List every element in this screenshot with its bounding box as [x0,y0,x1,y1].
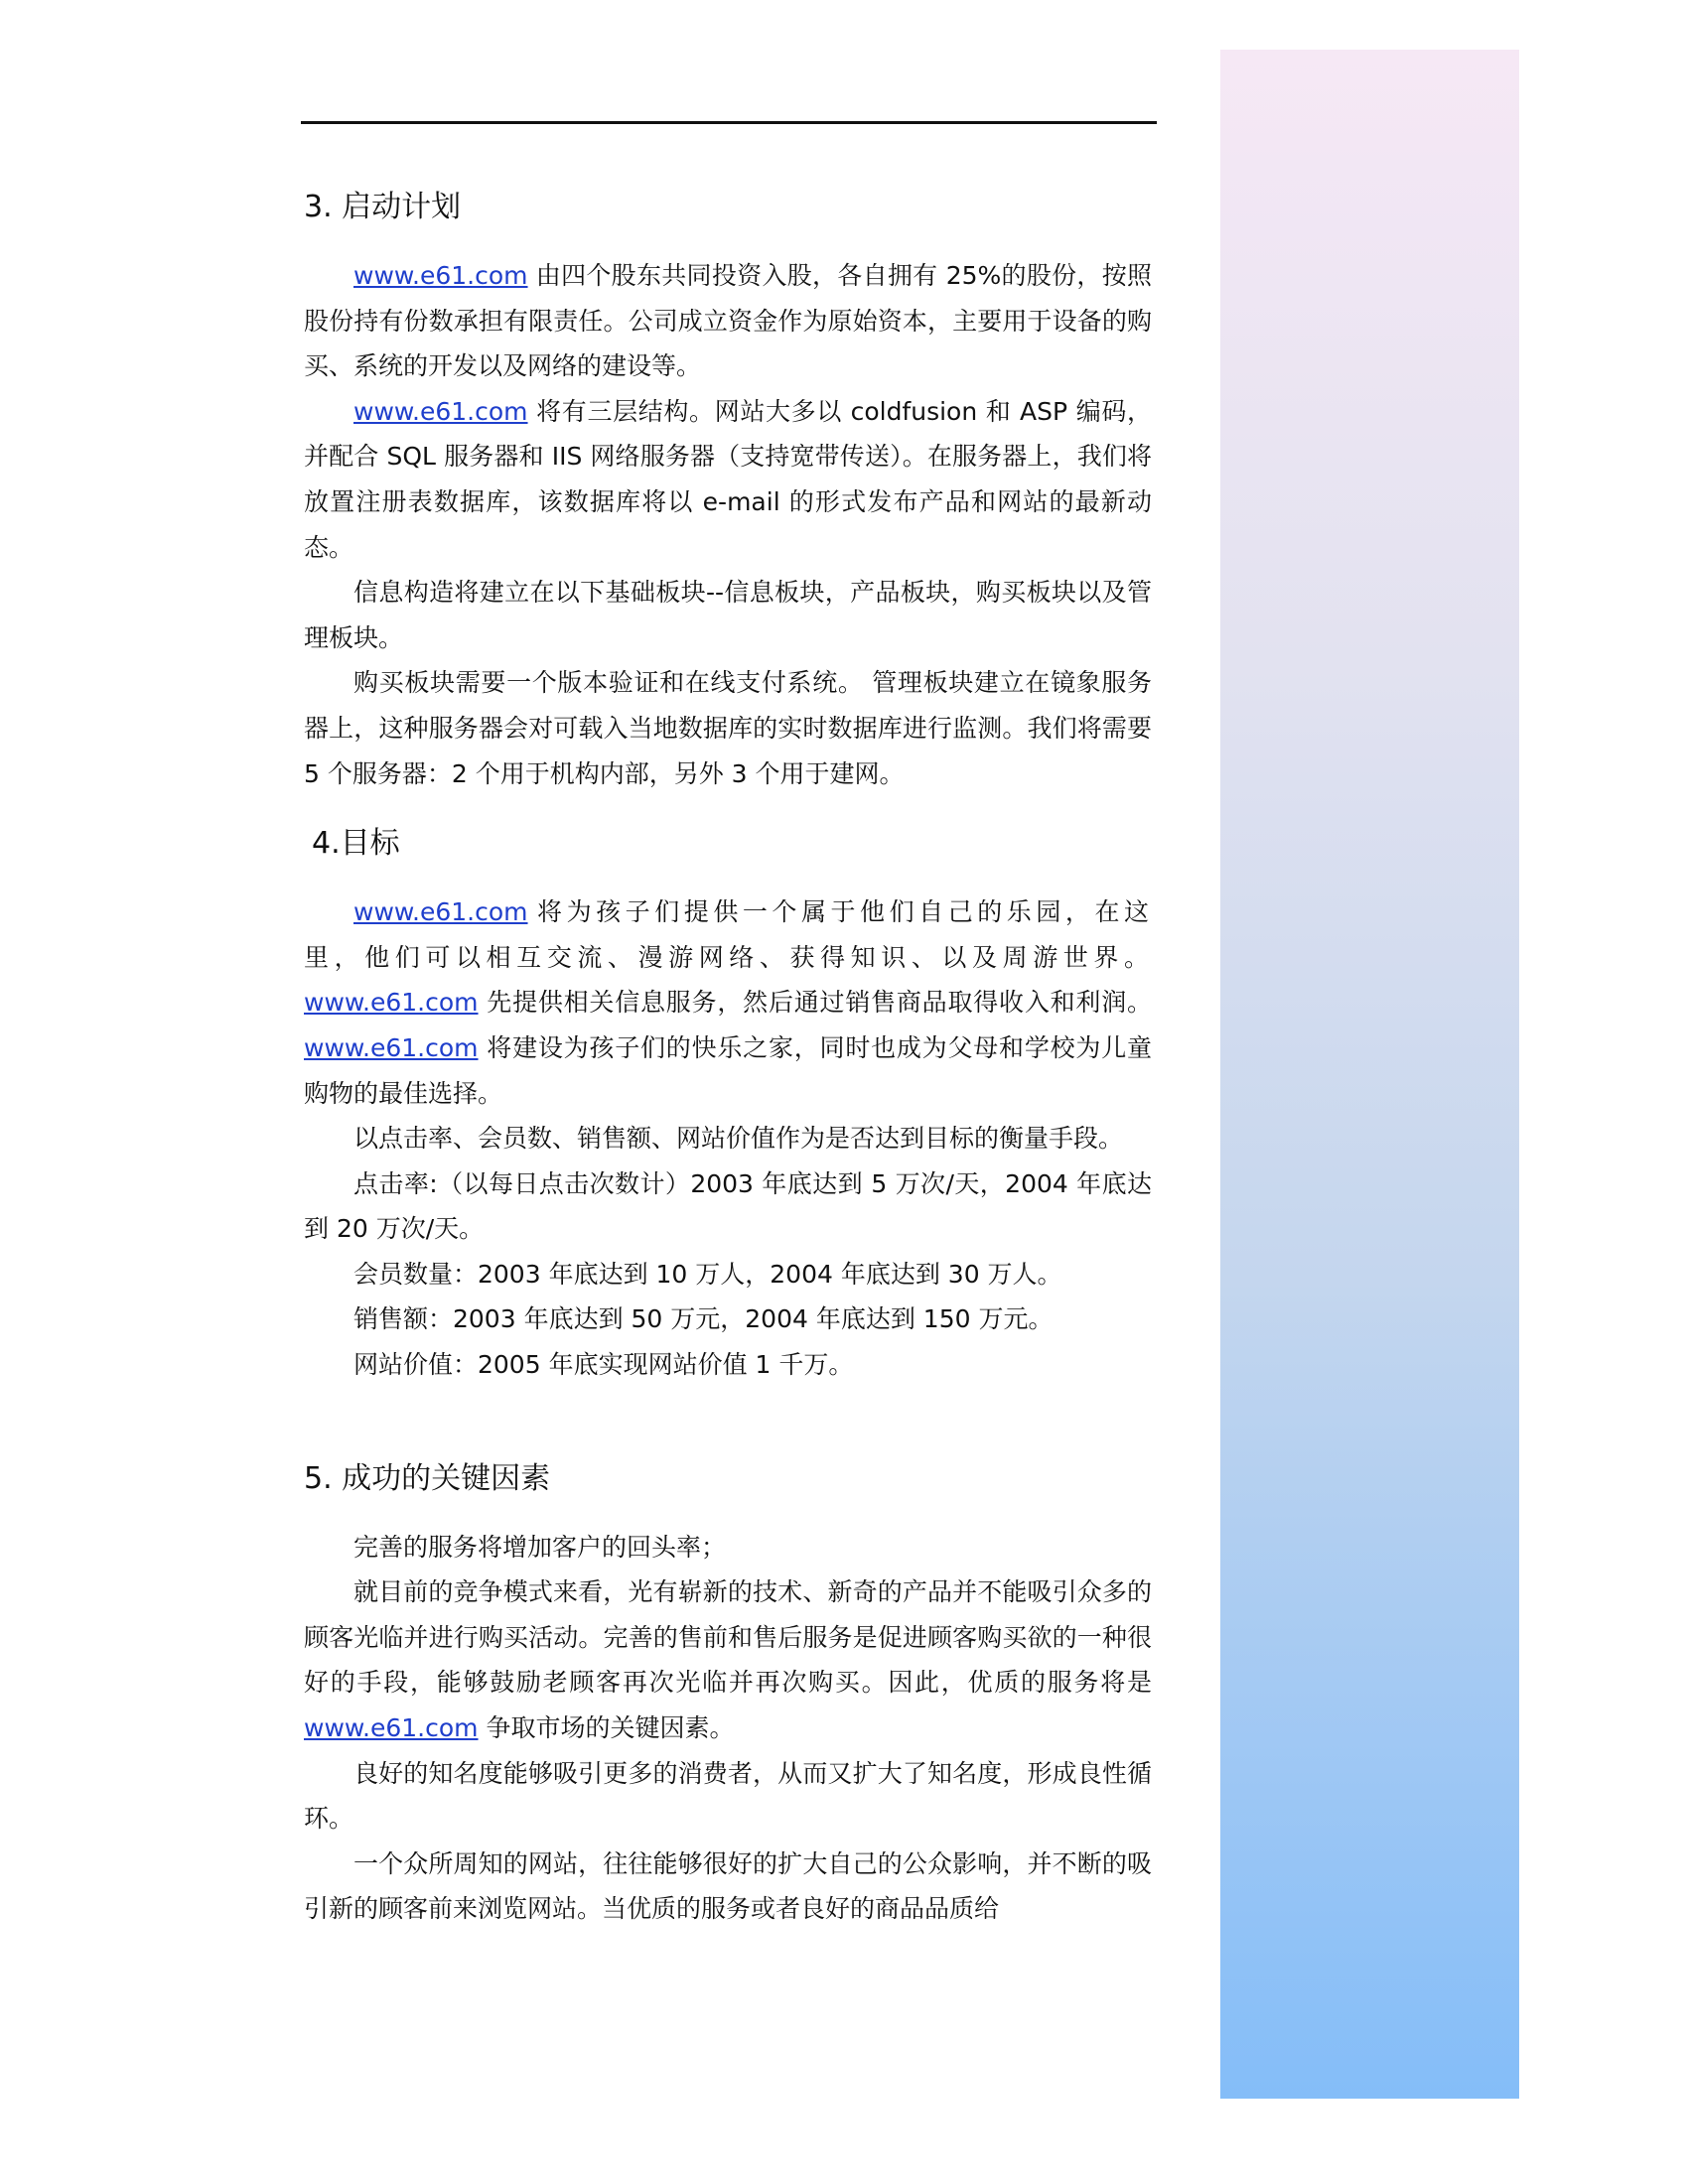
section-5-heading: 5. 成功的关键因素 [304,1460,551,1496]
section-3-heading: 3. 启动计划 [304,190,462,224]
section-4-paragraph-2: 以点击率、会员数、销售额、网站价值作为是否达到目标的衡量手段。 [353,1124,1124,1154]
section-4-paragraph-3: 点击率:（以每日点击次数计）2003 年底达到 5 万次/天，2004 年底达到 20 万次/天。 [304,1168,1152,1244]
site-link[interactable]: www.e61.com [304,988,479,1018]
site-link[interactable]: www.e61.com [353,261,528,290]
document-body [304,184,1152,1932]
header-rule [301,121,1157,124]
section-4-paragraph-4: 会员数量：2003 年底达到 10 万人，2004 年底达到 30 万人。 [353,1259,1062,1289]
section-5-paragraph-2: 就目前的竞争模式来看，光有崭新的技术、新奇的产品并不能吸引众多的顾客光临并进行购买活动。完善的售前和售后服务是促进顾客购买欲的一种很好的手段，能够鼓励老顾客再次光临并再次购买。因此，优质的服务将是 www.e61.com 争取市场的关键因素。 [304,1577,1152,1743]
section-4-paragraph-1: www.e61.com 将为孩子们提供一个属于他们自己的乐园，在这里，他们可以相互交流、漫游网络、获得知识、以及周游世界。www.e61.com 先提供相关信息服务，然后通过销售商品取得收入和利润。www.e61.com 将建设为孩子们的快乐之家，同时也成为父母和学校为儿童购物的最佳选择。 [304,897,1152,1108]
site-link[interactable]: www.e61.com [353,396,528,426]
section-3-paragraph-1: www.e61.com 由四个股东共同投资入股，各自拥有 25%的股份，按照股份持有份数承担有限责任。公司成立资金作为原始资本，主要用于设备的购买、系统的开发以及网络的建设等。 [304,261,1153,381]
section-3-paragraph-2: www.e61.com 将有三层结构。网站大多以 coldfusion 和 ASP 编码，并配合 SQL 服务器和 IIS 网络服务器（支持宽带传送）。在服务器上，我们将放置注册表数据库，该数据库将以 e-mail 的形式发布产品和网站的最新动态。 [304,396,1152,562]
section-5-paragraph-4: 一个众所周知的网站，往往能够很好的扩大自己的公众影响，并不断的吸引新的顾客前来浏览网站。当优质的服务或者良好的商品品质给 [304,1848,1152,1924]
section-4-heading: 4.目标 [312,826,400,862]
side-gradient-panel [1220,50,1519,2099]
site-link[interactable]: www.e61.com [304,1032,479,1062]
section-5-paragraph-1: 完善的服务将增加客户的回头率； [353,1532,727,1562]
section-5-paragraph-3: 良好的知名度能够吸引更多的消费者，从而又扩大了知名度，形成良性循环。 [304,1758,1152,1834]
section-3-paragraph-4: 购买板块需要一个版本验证和在线支付系统。 管理板块建立在镜象服务器上，这种服务器会对可载入当地数据库的实时数据库进行监测。我们将需要 5 个服务器：2 个用于机构内部，另外 3 个用于建网。 [304,668,1152,788]
section-4-paragraph-6: 网站价值：2005 年底实现网站价值 1 千万。 [353,1350,854,1380]
section-3-paragraph-3: 信息构造将建立在以下基础板块--信息板块，产品板块，购买板块以及管理板块。 [304,578,1152,652]
site-link[interactable]: www.e61.com [304,1713,479,1743]
section-4-paragraph-5: 销售额：2003 年底达到 50 万元，2004 年底达到 150 万元。 [353,1304,1054,1334]
site-link[interactable]: www.e61.com [353,897,528,927]
